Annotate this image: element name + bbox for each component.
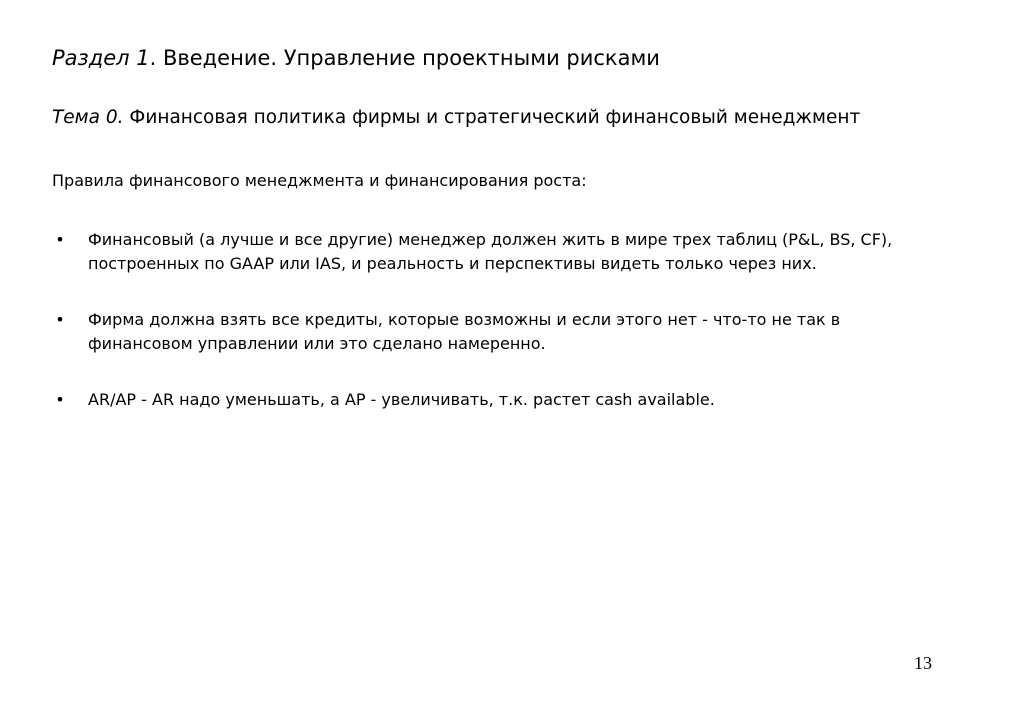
bullet-line: финансовом управлении или это сделано намеренно.	[88, 334, 546, 353]
bullet-line: AR/AP - AR надо уменьшать, а AP - увеличивать, т.к. растет cash available.	[88, 390, 715, 409]
list-item	[52, 388, 972, 412]
bullet-icon: •	[55, 310, 65, 329]
rules-list	[52, 228, 972, 444]
bullet-icon: •	[55, 230, 65, 249]
section-prefix: Раздел 1	[52, 46, 150, 70]
page-number: 13	[914, 653, 932, 673]
topic-prefix: Тема 0.	[52, 107, 124, 128]
list-item	[52, 308, 972, 356]
section-title-text: . Введение. Управление проектными рисками	[149, 46, 660, 70]
rules-heading: Правила финансового менеджмента и финансирования роста:	[52, 171, 587, 190]
bullet-line: Финансовый (а лучше и все другие) менеджер должен жить в мире трех таблиц (P&L, BS, CF),	[88, 230, 893, 249]
bullet-line: построенных по GAAP или IAS, и реальность и перспективы видеть только через них.	[88, 254, 817, 273]
bullet-line: Фирма должна взять все кредиты, которые возможны и если этого нет - что-то не так в	[88, 310, 841, 329]
topic-title-text: Финансовая политика фирмы и стратегический финансовый менеджмент	[123, 107, 861, 128]
section-title	[52, 44, 660, 72]
topic-title	[52, 105, 860, 131]
list-item	[52, 228, 972, 276]
bullet-icon: •	[55, 390, 65, 409]
